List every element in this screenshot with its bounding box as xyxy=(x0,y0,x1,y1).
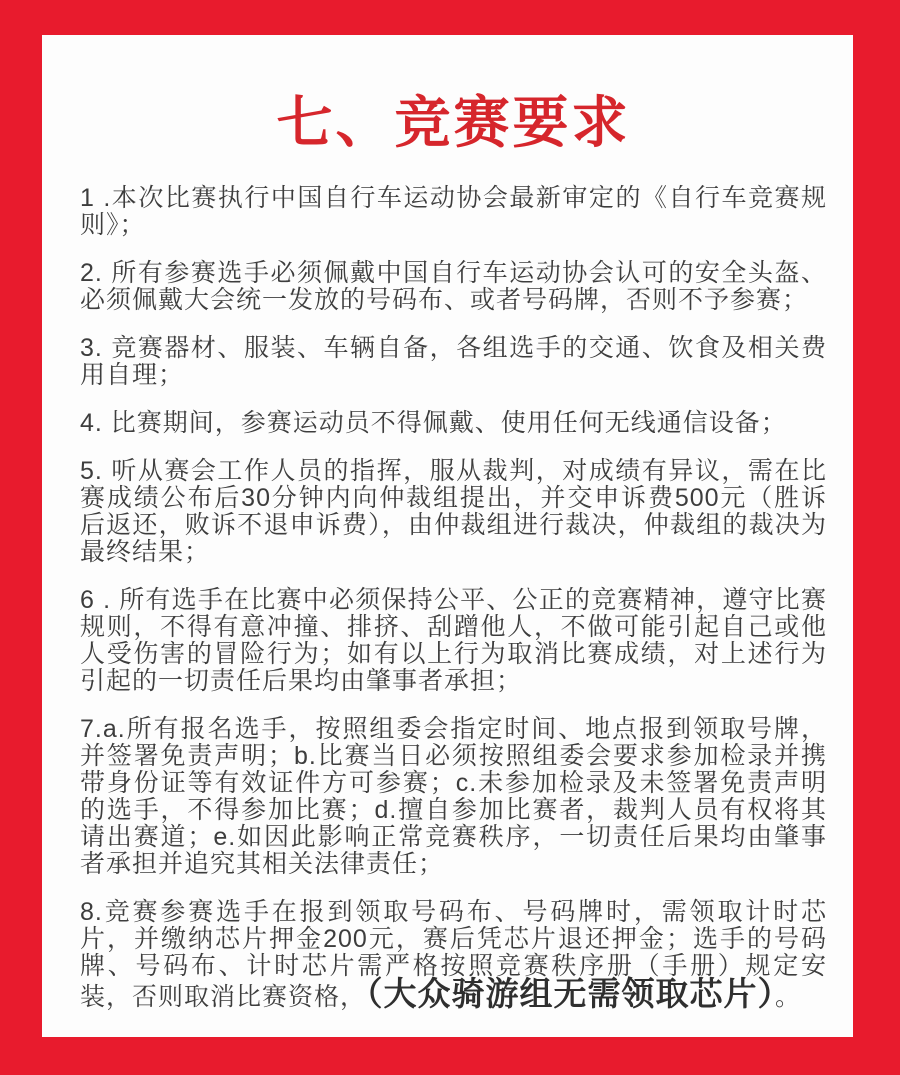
requirement-item-8-emphasis: （大众骑游组无需领取芯片） xyxy=(366,975,776,1012)
requirement-item-8-text: 8.竞赛参赛选手在报到领取号码布、号码牌时，需领取计时芯片，并缴纳芯片押金200元，赛后凭芯片退还押金；选手的号码牌、号码布、计时芯片需严格按照竞赛秩序册（手册）规定安装，否则取消比赛资格， xyxy=(80,898,827,1011)
requirement-item-1: 1 .本次比赛执行中国自行车运动协会最新审定的《自行车竞赛规则》； xyxy=(80,184,827,239)
requirement-item-7: 7.a.所有报名选手，按照组委会指定时间、地点报到领取号牌，并签署免责声明；b.比赛当日必须按照组委会要求参加检录并携带身份证等有效证件方可参赛；c.未参加检录及未签署免责声明的选手，不得参加比赛；d.擅自参加比赛者，裁判人员有权将其请出赛道；e.如因此影响正常竞赛秩序，一切责任后果均由肇事者承担并追究其相关法律责任； xyxy=(80,715,827,878)
requirement-item-8-suffix: 。 xyxy=(775,983,802,1011)
requirement-item-3: 3. 竞赛器材、服装、车辆自备，各组选手的交通、饮食及相关费用自理； xyxy=(80,334,827,389)
poster-panel xyxy=(42,35,853,1037)
requirement-item-8 xyxy=(80,899,827,1011)
page-title: 七、竞赛要求 xyxy=(276,91,631,154)
requirement-item-2: 2. 所有参赛选手必须佩戴中国自行车运动协会认可的安全头盔、必须佩戴大会统一发放的号码布、或者号码牌，否则不予参赛； xyxy=(80,259,827,314)
requirement-item-6: 6 . 所有选手在比赛中必须保持公平、公正的竞赛精神，遵守比赛规则，不得有意冲撞、排挤、刮蹭他人，不做可能引起自己或他人受伤害的冒险行为；如有以上行为取消比赛成绩，对上述行为引起的一切责任后果均由肇事者承担； xyxy=(80,586,827,695)
requirement-item-5: 5. 听从赛会工作人员的指挥，服从裁判，对成绩有异议，需在比赛成绩公布后30分钟内向仲裁组提出，并交申诉费500元（胜诉后返还，败诉不退申诉费），由仲裁组进行裁决，仲裁组的裁决为最终结果； xyxy=(80,457,827,566)
requirement-item-4: 4. 比赛期间，参赛运动员不得佩戴、使用任何无线通信设备； xyxy=(80,409,787,437)
